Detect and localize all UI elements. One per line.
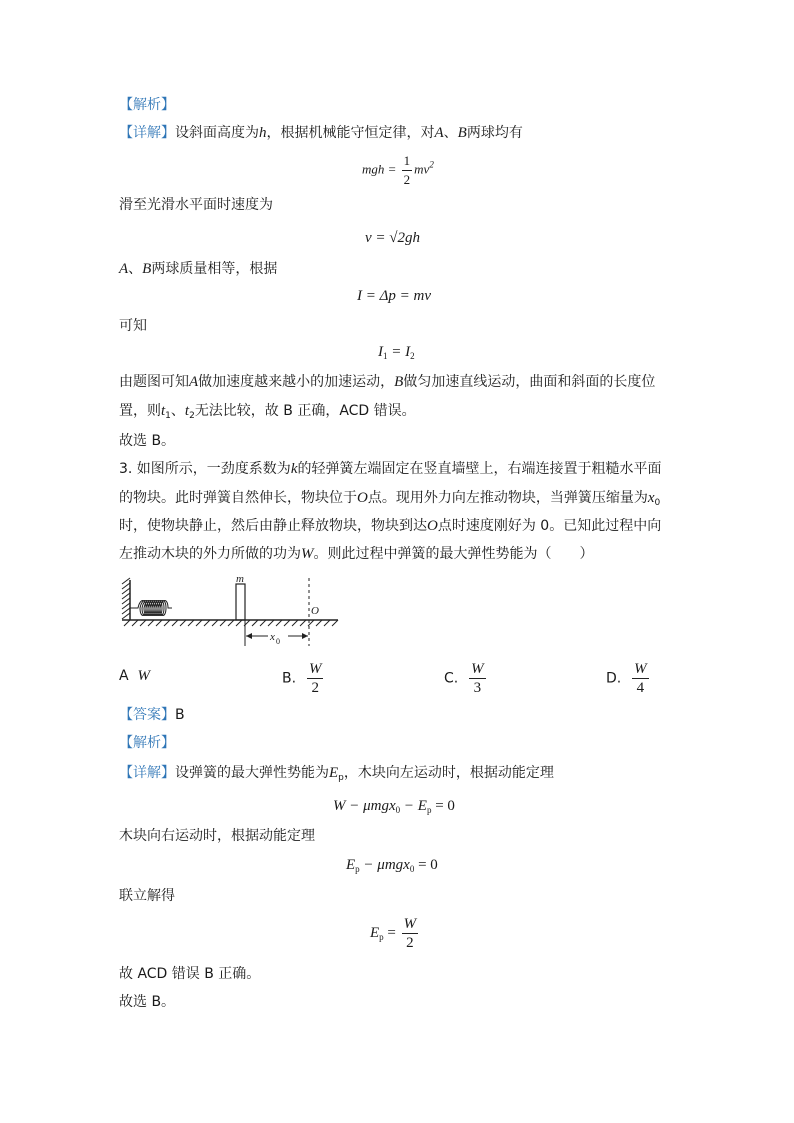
text: ，木块向左运动时，根据动能定理 xyxy=(343,765,554,781)
text: ，根据机械能守恒定律，对 xyxy=(266,125,435,141)
var-h: h xyxy=(259,125,267,141)
text-line: 故 ACD 错误 B 正确。 xyxy=(119,966,261,982)
option-label: C. xyxy=(444,670,459,687)
option-fraction xyxy=(307,660,324,697)
text: 设斜面高度为 xyxy=(175,125,259,141)
eq-part: = 0 xyxy=(414,857,438,873)
label-x0-sub: 0 xyxy=(276,637,280,646)
var-O: O xyxy=(357,490,368,506)
label-x: x xyxy=(270,631,275,643)
equation-energy xyxy=(362,152,434,189)
text: 做匀加速直线运动，曲面和斜面的长度位 xyxy=(403,374,656,390)
text: 由题图可知 xyxy=(119,374,189,390)
detail-line-1 xyxy=(119,763,554,788)
text-line: 联立解得 xyxy=(119,888,175,904)
frac-num: 1 xyxy=(402,152,413,171)
answer-value: B xyxy=(175,707,185,723)
answer-line xyxy=(119,705,185,725)
eq-part: W − μmgx xyxy=(333,798,396,814)
text-line: 故选 B。 xyxy=(119,433,176,449)
detail-label: 【详解】 xyxy=(119,125,175,141)
frac-den: 4 xyxy=(636,680,645,696)
frac-den: 3 xyxy=(473,680,482,696)
fraction-half xyxy=(402,152,413,189)
eq-right: mv xyxy=(414,161,430,177)
eq-part: = 0 xyxy=(431,798,455,814)
equation-impulse-equal xyxy=(378,342,415,366)
var-B: B xyxy=(394,374,404,390)
var-B: B xyxy=(457,125,467,141)
question-line xyxy=(119,544,594,564)
ground-hatching xyxy=(124,620,338,626)
frac-den: 2 xyxy=(403,172,411,187)
text: 、 xyxy=(128,261,143,277)
block xyxy=(236,584,245,620)
var-A: A xyxy=(119,261,129,277)
text: 无法比较，故 B 正确，ACD 错误。 xyxy=(194,403,416,419)
arrow-head-left xyxy=(246,633,252,639)
subscript: p xyxy=(426,805,432,815)
subscript: 1 xyxy=(383,351,388,361)
text: 点。现用外力向左推动物块，当弹簧压缩量为 xyxy=(367,490,648,506)
question-line xyxy=(119,459,661,479)
exponent: 2 xyxy=(429,159,434,170)
subscript: 0 xyxy=(409,864,415,874)
frac-num: W xyxy=(471,661,484,677)
equation-left-motion xyxy=(333,796,455,820)
eq-right: = I xyxy=(387,344,411,360)
text: 时，使物块静止，然后由静止释放物块，物块到达 xyxy=(119,518,427,534)
option-label: D. xyxy=(606,670,622,687)
subscript: p xyxy=(338,773,344,783)
question-line xyxy=(119,488,660,513)
option-a[interactable] xyxy=(119,668,150,685)
detail-label: 【详解】 xyxy=(119,765,175,781)
spring xyxy=(130,601,172,616)
subscript: p xyxy=(355,864,360,874)
option-fraction xyxy=(469,660,486,697)
var-E: E xyxy=(370,924,380,941)
option-c[interactable] xyxy=(444,660,488,697)
eq-part: − E xyxy=(400,798,427,814)
arrow-head-right xyxy=(302,633,308,639)
option-fraction xyxy=(632,660,649,697)
equation-result xyxy=(370,915,420,952)
equation-velocity: v = √2gh xyxy=(365,230,421,246)
var-E: E xyxy=(329,765,339,781)
wall-hatching xyxy=(122,578,130,619)
frac-den: 2 xyxy=(406,935,414,951)
var-O: O xyxy=(427,518,438,534)
var-I: I xyxy=(378,344,383,360)
var-t: t xyxy=(161,403,166,419)
text-line xyxy=(119,372,655,392)
subscript: 1 xyxy=(165,411,171,421)
fraction xyxy=(402,915,419,952)
text: 设弹簧的最大弹性势能为 xyxy=(175,765,329,781)
eq-part: − μmgx xyxy=(359,857,410,873)
text: 点时速度刚好为 0。已知此过程中向 xyxy=(437,518,662,534)
text: 做加速度越来越小的加速运动， xyxy=(198,374,395,390)
var-E: E xyxy=(346,857,356,873)
frac-num: W xyxy=(308,661,322,677)
frac-den: 2 xyxy=(311,680,319,696)
option-b[interactable] xyxy=(282,660,325,697)
text-line: 滑至光滑水平面时速度为 xyxy=(119,197,273,213)
detail-line-1 xyxy=(119,123,523,143)
text: 两球质量相等，根据 xyxy=(151,261,278,277)
equation-impulse: I = Δp = mv xyxy=(357,288,432,304)
label-O: O xyxy=(311,605,319,617)
label-m: m xyxy=(236,573,244,585)
option-d[interactable] xyxy=(606,660,651,697)
text: 的物块。此时弹簧自然伸长，物块位于 xyxy=(119,490,357,506)
var-A: A xyxy=(434,125,444,141)
option-label: B. xyxy=(282,670,297,687)
eq-left: mgh = xyxy=(362,161,397,177)
subscript: 2 xyxy=(410,351,415,361)
subscript: p xyxy=(379,931,384,942)
frac-num: W xyxy=(403,916,417,932)
option-label: A xyxy=(119,668,129,684)
text: 3. 如图所示，一劲度系数为 xyxy=(119,461,291,477)
text-line: 可知 xyxy=(119,318,147,334)
analysis-label: 【解析】 xyxy=(119,735,175,751)
subscript: 0 xyxy=(395,805,401,815)
text-line: 木块向右运动时，根据动能定理 xyxy=(119,828,315,844)
answer-label: 【答案】 xyxy=(119,707,175,723)
var-A: A xyxy=(189,374,199,390)
text-line xyxy=(119,401,416,426)
text-line xyxy=(119,259,277,279)
var-k: k xyxy=(290,461,298,477)
spring-block-figure xyxy=(118,572,348,650)
text: 左推动木块的外力所做的功为 xyxy=(119,546,301,562)
eq-part: = xyxy=(383,924,396,941)
question-line xyxy=(119,516,661,536)
text: 、 xyxy=(443,125,458,141)
var-B: B xyxy=(142,261,152,277)
text: 的轻弹簧左端固定在竖直墙壁上，右端连接置于粗糙水平面 xyxy=(297,461,662,477)
text: 置，则 xyxy=(119,403,161,419)
text-line: 故选 B。 xyxy=(119,994,176,1010)
var-t: t xyxy=(184,403,190,419)
var-W: W xyxy=(301,546,314,562)
text: 两球均有 xyxy=(466,125,523,141)
subscript: 0 xyxy=(654,498,661,508)
frac-num: W xyxy=(634,661,647,677)
subscript: 2 xyxy=(189,411,195,421)
text: 。则此过程中弹簧的最大弹性势能为（ ） xyxy=(313,546,594,562)
var-x: x xyxy=(647,490,655,506)
option-value: W xyxy=(137,668,150,684)
text: 、 xyxy=(170,403,185,419)
analysis-label: 【解析】 xyxy=(119,97,175,113)
equation-right-motion xyxy=(346,855,438,879)
